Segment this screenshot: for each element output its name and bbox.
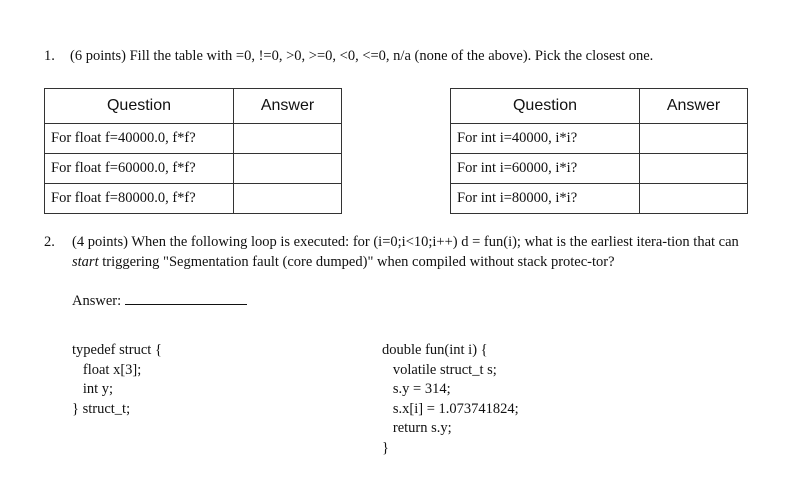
question-2-text-part: (4 points) When the following loop is executed: for (i=0;i<10;i++) d = fun(i); what is the earliest itera-tion that can <box>72 234 739 250</box>
answer-cell[interactable] <box>234 124 342 154</box>
struct-definition-code <box>72 341 162 419</box>
answer-row <box>72 290 247 310</box>
code-line: s.y = 314; <box>382 381 451 397</box>
table-row <box>45 124 342 154</box>
question-cell: For float f=80000.0, f*f? <box>45 184 234 214</box>
answer-blank[interactable] <box>125 290 247 305</box>
table-row <box>45 184 342 214</box>
int-question-table <box>450 88 748 214</box>
question-cell: For float f=40000.0, f*f? <box>45 124 234 154</box>
table-header-row <box>45 89 342 124</box>
question-1-text: (6 points) Fill the table with =0, !=0, >0, >=0, <0, <=0, n/a (none of the above). Pick the closest one. <box>70 48 654 64</box>
question-cell: For int i=80000, i*i? <box>451 184 640 214</box>
code-line: } <box>382 439 389 456</box>
fun-definition-code <box>382 341 519 458</box>
code-line: typedef struct { <box>72 342 162 358</box>
table-row <box>451 184 748 214</box>
code-line: float x[3]; <box>72 361 142 378</box>
answer-cell[interactable] <box>640 154 748 184</box>
question-2 <box>44 233 754 272</box>
question-2-emphasis: start <box>72 253 99 270</box>
table-row <box>45 154 342 184</box>
question-cell: For float f=60000.0, f*f? <box>45 154 234 184</box>
table-row <box>451 154 748 184</box>
question-2-text <box>72 233 754 272</box>
table-header-row <box>451 89 748 124</box>
question-1-number: 1. <box>44 48 55 64</box>
code-line: volatile struct_t s; <box>382 361 497 378</box>
answer-cell[interactable] <box>234 154 342 184</box>
code-line: return s.y; <box>382 420 452 436</box>
table-row <box>451 124 748 154</box>
code-line: int y; <box>72 381 114 397</box>
answer-label: Answer: <box>72 293 122 309</box>
question-cell: For int i=60000, i*i? <box>451 154 640 184</box>
answer-column-header: Answer <box>234 89 342 124</box>
answer-cell[interactable] <box>234 184 342 214</box>
question-2-number: 2. <box>44 234 55 250</box>
question-1 <box>44 48 653 65</box>
question-column-header: Question <box>451 89 640 124</box>
answer-cell[interactable] <box>640 124 748 154</box>
answer-column-header: Answer <box>640 89 748 124</box>
code-line: s.x[i] = 1.073741824; <box>382 400 519 417</box>
code-line: double fun(int i) { <box>382 342 488 358</box>
question-column-header: Question <box>45 89 234 124</box>
answer-cell[interactable] <box>640 184 748 214</box>
question-2-text-part: triggering "Segmentation fault (core dumped)" when compiled without stack protec-tor? <box>98 253 615 270</box>
float-question-table <box>44 88 342 214</box>
question-cell: For int i=40000, i*i? <box>451 124 640 154</box>
code-line: } struct_t; <box>72 400 131 417</box>
